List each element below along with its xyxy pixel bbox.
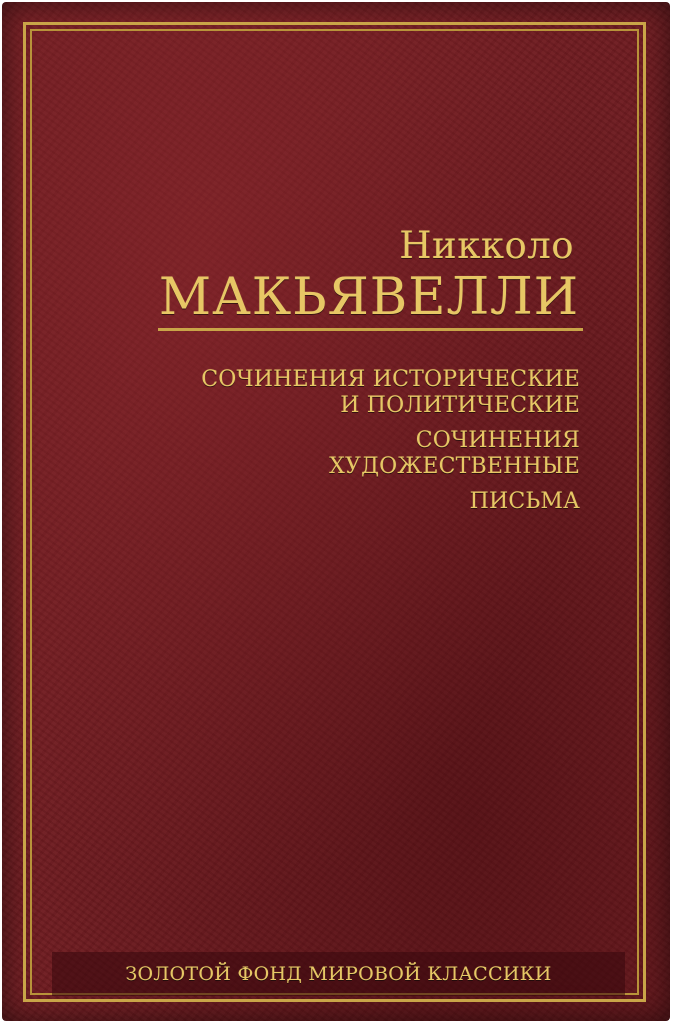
title-line: СОЧИНЕНИЯ ИСТОРИЧЕСКИЕ xyxy=(201,367,580,392)
title-line: ХУДОЖЕСТВЕННЫЕ xyxy=(329,454,580,479)
title-artistic-works xyxy=(160,428,580,480)
book-cover xyxy=(2,2,670,1021)
title-historical-political xyxy=(160,367,580,419)
title-line: СОЧИНЕНИЯ xyxy=(415,428,580,453)
author-last-name: МАКЬЯВЕЛЛИ xyxy=(158,268,580,327)
series-name: ЗОЛОТОЙ ФОНД МИРОВОЙ КЛАССИКИ xyxy=(52,952,625,996)
author-underline xyxy=(158,328,583,331)
title-line: ПИСЬМА xyxy=(469,489,580,514)
author-first-name: Никколо xyxy=(399,224,574,267)
title-list xyxy=(160,367,580,515)
title-letters xyxy=(160,489,580,515)
title-line: И ПОЛИТИЧЕСКИЕ xyxy=(340,393,580,418)
